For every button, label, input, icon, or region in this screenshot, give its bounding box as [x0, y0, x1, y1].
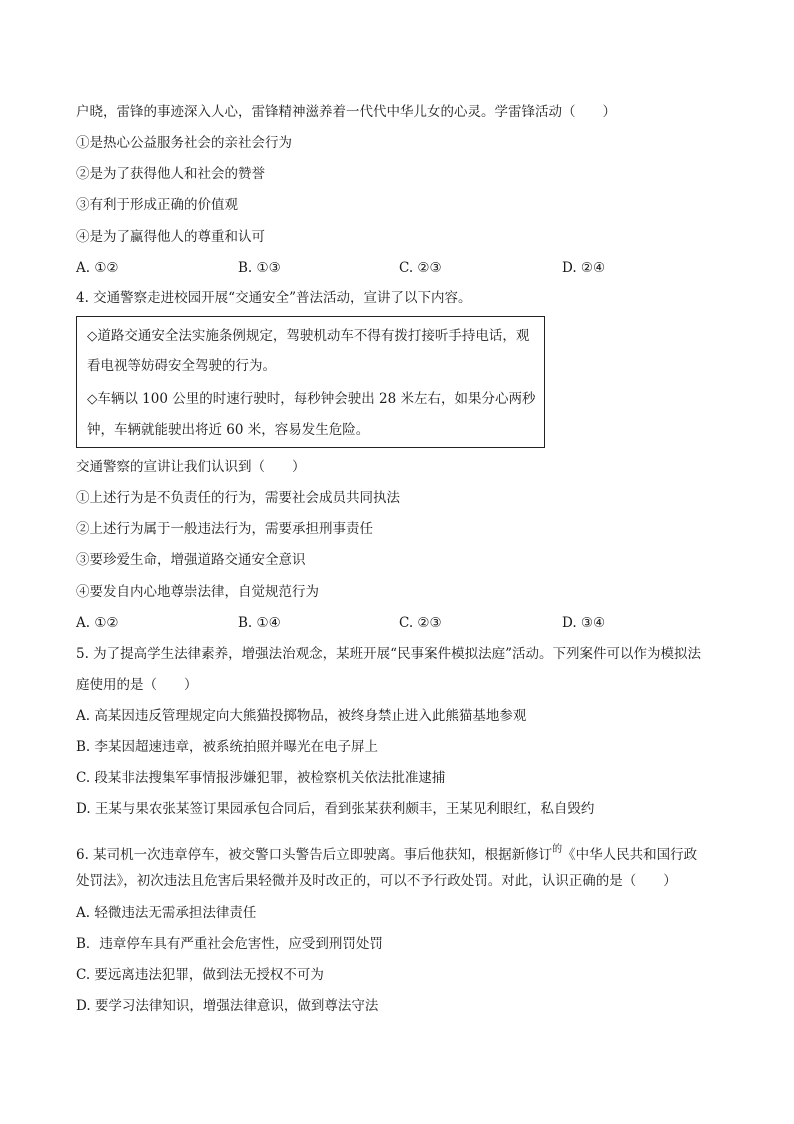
q4-statement-3: ③要珍爱生命，增强道路交通安全意识 — [76, 552, 306, 568]
q4-option-b[interactable]: B. ①④ — [238, 615, 281, 631]
q3-option-c[interactable]: C. ②③ — [399, 260, 442, 276]
q4-stem: 4. 交通警察走进校园开展“交通安全”普法活动，宣讲了以下内容。 — [76, 290, 472, 306]
q3-option-b[interactable]: B. ①③ — [238, 260, 281, 276]
q3-statement-3: ③有利于形成正确的价值观 — [76, 197, 238, 213]
q4-box-line-2: 看电视等妨碍安全驾驶的行为。 — [87, 358, 276, 374]
q5-option-a[interactable]: A. 高某因违反管理规定向大熊猫投掷物品，被终身禁止进入此熊猫基地参观 — [76, 708, 527, 724]
q3-statement-4: ④是为了赢得他人的尊重和认可 — [76, 229, 265, 245]
q3-option-a[interactable]: A. ①② — [76, 260, 119, 276]
q6-option-a[interactable]: A. 轻微违法无需承担法律责任 — [76, 905, 257, 921]
q3-stem-tail: 户晓，雷锋的事迹深入人心，雷锋精神滋养着一代代中华儿女的心灵。学雷锋活动（ ） — [76, 104, 616, 120]
q6-stem-line-1-a: 6. 某司机一次违章停车，被交警口头警告后立即驶离。事后他获知，根据新修订 — [76, 847, 553, 863]
q6-stem-line-2: 处罚法》，初次违法且危害后果轻微并及时改正的，可以不予行政处罚。对此，认识正确的是（ ） — [76, 873, 677, 889]
q3-statement-1: ①是热心公益服务社会的亲社会行为 — [76, 135, 292, 151]
q4-option-c[interactable]: C. ②③ — [399, 615, 442, 631]
q4-options — [76, 614, 636, 632]
q5-stem-line-2: 庭使用的是（ ） — [76, 677, 198, 693]
q3-options — [76, 259, 636, 277]
q4-option-a[interactable]: A. ①② — [76, 615, 119, 631]
q4-box-line-3: ◇车辆以 100 公里的时速行驶时，每秒钟会驶出 28 米左右，如果分心两秒 — [87, 391, 536, 407]
q4-question: 交通警察的宣讲让我们认识到（ ） — [76, 459, 306, 475]
q4-statement-2: ②上述行为属于一般违法行为，需要承担刑事责任 — [76, 521, 373, 537]
q4-box-line-1: ◇道路交通安全法实施条例规定，驾驶机动车不得有拨打接听手持电话，观 — [87, 328, 530, 344]
q5-option-c[interactable]: C. 段某非法搜集军事情报涉嫌犯罪，被检察机关依法批准逮捕 — [76, 770, 446, 786]
q6-stem-line-1-b: 《中华人民共和国行政 — [562, 847, 698, 863]
q6-option-b[interactable]: B．违章停车具有严重社会危害性，应受到刑罚处罚 — [76, 936, 383, 952]
q6-option-c[interactable]: C. 要远离违法犯罪，做到法无授权不可为 — [76, 967, 324, 983]
q6-stem-sup: 的 — [552, 844, 563, 855]
q6-option-d[interactable]: D. 要学习法律知识，增强法律意识，做到尊法守法 — [76, 998, 379, 1014]
q5-option-b[interactable]: B. 李某因超速违章，被系统拍照并曝光在电子屏上 — [76, 739, 379, 755]
q6-stem-line-1 — [76, 841, 697, 864]
q4-statement-4: ④要发自内心地尊崇法律，自觉规范行为 — [76, 584, 319, 600]
q5-stem-line-1: 5. 为了提高学生法律素养，增强法治观念，某班开展“民事案件模拟法庭”活动。下列案件可以作为模拟法 — [76, 646, 701, 662]
q5-option-d[interactable]: D. 王某与果农张某签订果园承包合同后，看到张某获利颇丰，王某见利眼红，私自毁约 — [76, 801, 595, 817]
q4-box-line-4: 钟，车辆就能驶出将近 60 米，容易发生危险。 — [87, 422, 370, 438]
q3-option-d[interactable]: D. ②④ — [562, 260, 606, 276]
q4-option-d[interactable]: D. ③④ — [562, 615, 606, 631]
q4-statement-1: ①上述行为是不负责任的行为，需要社会成员共同执法 — [76, 490, 400, 506]
q3-statement-2: ②是为了获得他人和社会的赞誉 — [76, 166, 265, 182]
q4-material-box — [76, 316, 545, 448]
